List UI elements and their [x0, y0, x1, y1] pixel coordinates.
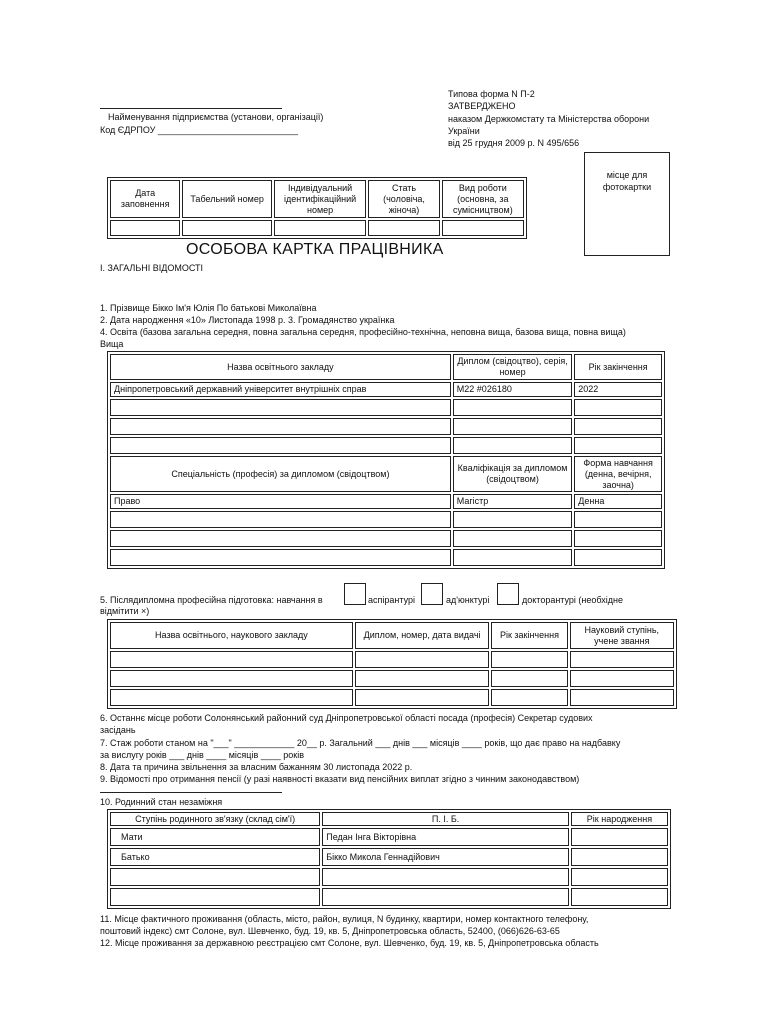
col-grad-year: Рік закінчення — [574, 354, 662, 380]
col-science-institution: Назва освітнього, наукового закладу — [110, 622, 353, 649]
table-cell[interactable] — [574, 399, 662, 416]
col-work-type: Вид роботи (основна, за сумісництвом) — [442, 180, 524, 218]
table-cell[interactable] — [570, 670, 674, 687]
col-tab-number: Табельний номер — [182, 180, 272, 218]
education-label: 4. Освіта (базова загальна середня, повна загальна середня, професійно-технічна, неповна вища, базова вища, повна вища) — [100, 327, 626, 337]
postgrad-note: відмітити ×) — [100, 606, 150, 616]
page-title: ОСОБОВА КАРТКА ПРАЦІВНИКА — [186, 241, 444, 258]
table-cell[interactable] — [574, 549, 662, 566]
col-birth-year: Рік народження — [571, 812, 668, 826]
approval-order-2: України — [448, 126, 480, 136]
table-cell[interactable] — [453, 399, 572, 416]
col-full-name: П. І. Б. — [322, 812, 569, 826]
table-cell[interactable] — [571, 888, 668, 906]
doctorantura-label: докторантурі (необхідне — [522, 595, 623, 605]
table-cell: 2022 — [574, 382, 662, 397]
top-info-table — [107, 177, 527, 239]
table-cell: Мати — [110, 828, 320, 846]
table-cell[interactable] — [574, 530, 662, 547]
col-specialty: Спеціальність (професія) за дипломом (свідоцтвом) — [110, 456, 451, 492]
pension-info: 9. Відомості про отримання пенсії (у разі наявності вказати вид пенсійних виплат згідно з чинним законодавством) — [100, 774, 580, 784]
full-name: 1. Прізвище Бікко Ім'я Юлія По батькові Миколаївна — [100, 303, 317, 313]
family-table — [107, 809, 671, 909]
cell-tab-number[interactable] — [182, 220, 272, 236]
family-status: 10. Родинний стан незаміжня — [100, 797, 223, 807]
col-grad-year: Рік закінчення — [491, 622, 567, 649]
education-table — [107, 351, 665, 569]
table-cell[interactable] — [110, 511, 451, 528]
col-institution: Назва освітнього закладу — [110, 354, 451, 380]
col-sex: Стать (чоловіча, жіноча) — [368, 180, 439, 218]
birth-date: 2. Дата народження «10» Листопада 1998 р. 3. Громадянство українка — [100, 315, 395, 325]
adjunctura-checkbox[interactable] — [421, 583, 443, 605]
col-diploma-date: Диплом, номер, дата видачі — [355, 622, 489, 649]
col-relation: Ступінь родинного зв'язку (склад сім'ї) — [110, 812, 320, 826]
col-tax-id: Індивідуальний ідентифікаційний номер — [274, 180, 366, 218]
table-cell: Магістр — [453, 494, 572, 509]
table-cell[interactable] — [574, 418, 662, 435]
dismissal: 8. Дата та причина звільнення за власним бажанням 30 листопада 2022 р. — [100, 762, 413, 772]
table-cell[interactable] — [571, 828, 668, 846]
pension-line — [100, 792, 282, 793]
table-cell[interactable] — [110, 399, 451, 416]
table-cell[interactable] — [491, 689, 567, 706]
table-cell: М22 #026180 — [453, 382, 572, 397]
table-cell[interactable] — [355, 689, 489, 706]
approved-label: ЗАТВЕРДЖЕНО — [448, 101, 516, 111]
photo-label: місце для фотокартки — [602, 170, 652, 192]
last-job: 6. Останнє місце роботи Солонянський районний суд Дніпропетровської області посада (професія) Секретар судових — [100, 713, 593, 723]
work-experience-cont: за вислугу років ___ днів ____ місяців ____ років — [100, 750, 304, 760]
table-cell[interactable] — [574, 437, 662, 454]
aspirantura-checkbox[interactable] — [344, 583, 366, 605]
table-cell: Батько — [110, 848, 320, 866]
org-name-label: Найменування підприємства (установи, організації) — [108, 112, 324, 122]
actual-address-cont: поштовий індекс) смт Солоне, вул. Шевченко, буд. 19, кв. 5, Дніпропетровська область, 52400, (066)626-63-65 — [100, 926, 560, 936]
postgrad-table — [107, 619, 677, 709]
table-cell: Дніпропетровський державний університет внутрішніх справ — [110, 382, 451, 397]
table-cell[interactable] — [322, 868, 569, 886]
work-experience: 7. Стаж роботи станом на "___" ____________ 20__ р. Загальний ___ днів ___ місяців ____ років, що дає право на надбавку — [100, 738, 621, 748]
table-cell[interactable] — [453, 549, 572, 566]
table-cell[interactable] — [110, 888, 320, 906]
education-value: Вища — [100, 339, 124, 349]
cell-sex[interactable] — [368, 220, 439, 236]
table-cell[interactable] — [571, 868, 668, 886]
table-cell[interactable] — [571, 848, 668, 866]
table-cell[interactable] — [574, 511, 662, 528]
table-cell[interactable] — [491, 670, 567, 687]
form-number: Типова форма N П-2 — [448, 89, 535, 99]
table-cell[interactable] — [453, 530, 572, 547]
table-cell[interactable] — [570, 689, 674, 706]
table-cell: Денна — [574, 494, 662, 509]
cell-date[interactable] — [110, 220, 180, 236]
table-cell[interactable] — [453, 437, 572, 454]
doctorantura-checkbox[interactable] — [497, 583, 519, 605]
photo-box — [584, 152, 670, 256]
table-cell[interactable] — [110, 651, 353, 668]
table-cell[interactable] — [110, 670, 353, 687]
actual-address: 11. Місце фактичного проживання (область, місто, район, вулиця, N будинку, квартири, номер контактного телефону, — [100, 914, 589, 924]
col-diploma: Диплом (свідоцтво), серія, номер — [453, 354, 572, 380]
table-cell: Право — [110, 494, 451, 509]
table-cell[interactable] — [491, 651, 567, 668]
table-cell: Бікко Микола Геннадійович — [322, 848, 569, 866]
table-cell[interactable] — [110, 418, 451, 435]
table-cell[interactable] — [355, 670, 489, 687]
col-qualification: Кваліфікація за дипломом (свідоцтвом) — [453, 456, 572, 492]
last-job-cont: засідань — [100, 725, 136, 735]
section-title: І. ЗАГАЛЬНІ ВІДОМОСТІ — [100, 263, 204, 273]
col-date: Дата заповнення — [110, 180, 180, 218]
col-study-form: Форма навчання (денна, вечірня, заочна) — [574, 456, 662, 492]
col-degree: Науковий ступінь, учене звання — [570, 622, 674, 649]
adjunctura-label: ад'юнктурі — [446, 595, 490, 605]
org-name-line — [100, 108, 282, 109]
table-cell[interactable] — [453, 511, 572, 528]
table-cell: Педан Інга Вікторівна — [322, 828, 569, 846]
edrpou-field[interactable]: Код ЄДРПОУ ____________________________ — [100, 125, 299, 135]
aspirantura-label: аспірантурі — [368, 595, 415, 605]
table-cell[interactable] — [322, 888, 569, 906]
table-cell[interactable] — [453, 418, 572, 435]
postgrad-label: 5. Післядипломна професійна підготовка: навчання в — [100, 595, 323, 605]
approval-order: наказом Держкомстату та Міністерства оборони — [448, 114, 650, 124]
table-cell[interactable] — [110, 530, 451, 547]
table-cell[interactable] — [570, 651, 674, 668]
table-cell[interactable] — [110, 549, 451, 566]
cell-tax-id[interactable] — [274, 220, 366, 236]
table-cell[interactable] — [355, 651, 489, 668]
table-cell[interactable] — [110, 689, 353, 706]
table-cell[interactable] — [110, 868, 320, 886]
registered-address: 12. Місце проживання за державною реєстрацією смт Солоне, вул. Шевченко, буд. 19, кв. 5, Дніпропетровська область — [100, 938, 599, 948]
cell-work-type[interactable] — [442, 220, 524, 236]
table-cell[interactable] — [110, 437, 451, 454]
approval-date: від 25 грудня 2009 р. N 495/656 — [448, 138, 580, 148]
